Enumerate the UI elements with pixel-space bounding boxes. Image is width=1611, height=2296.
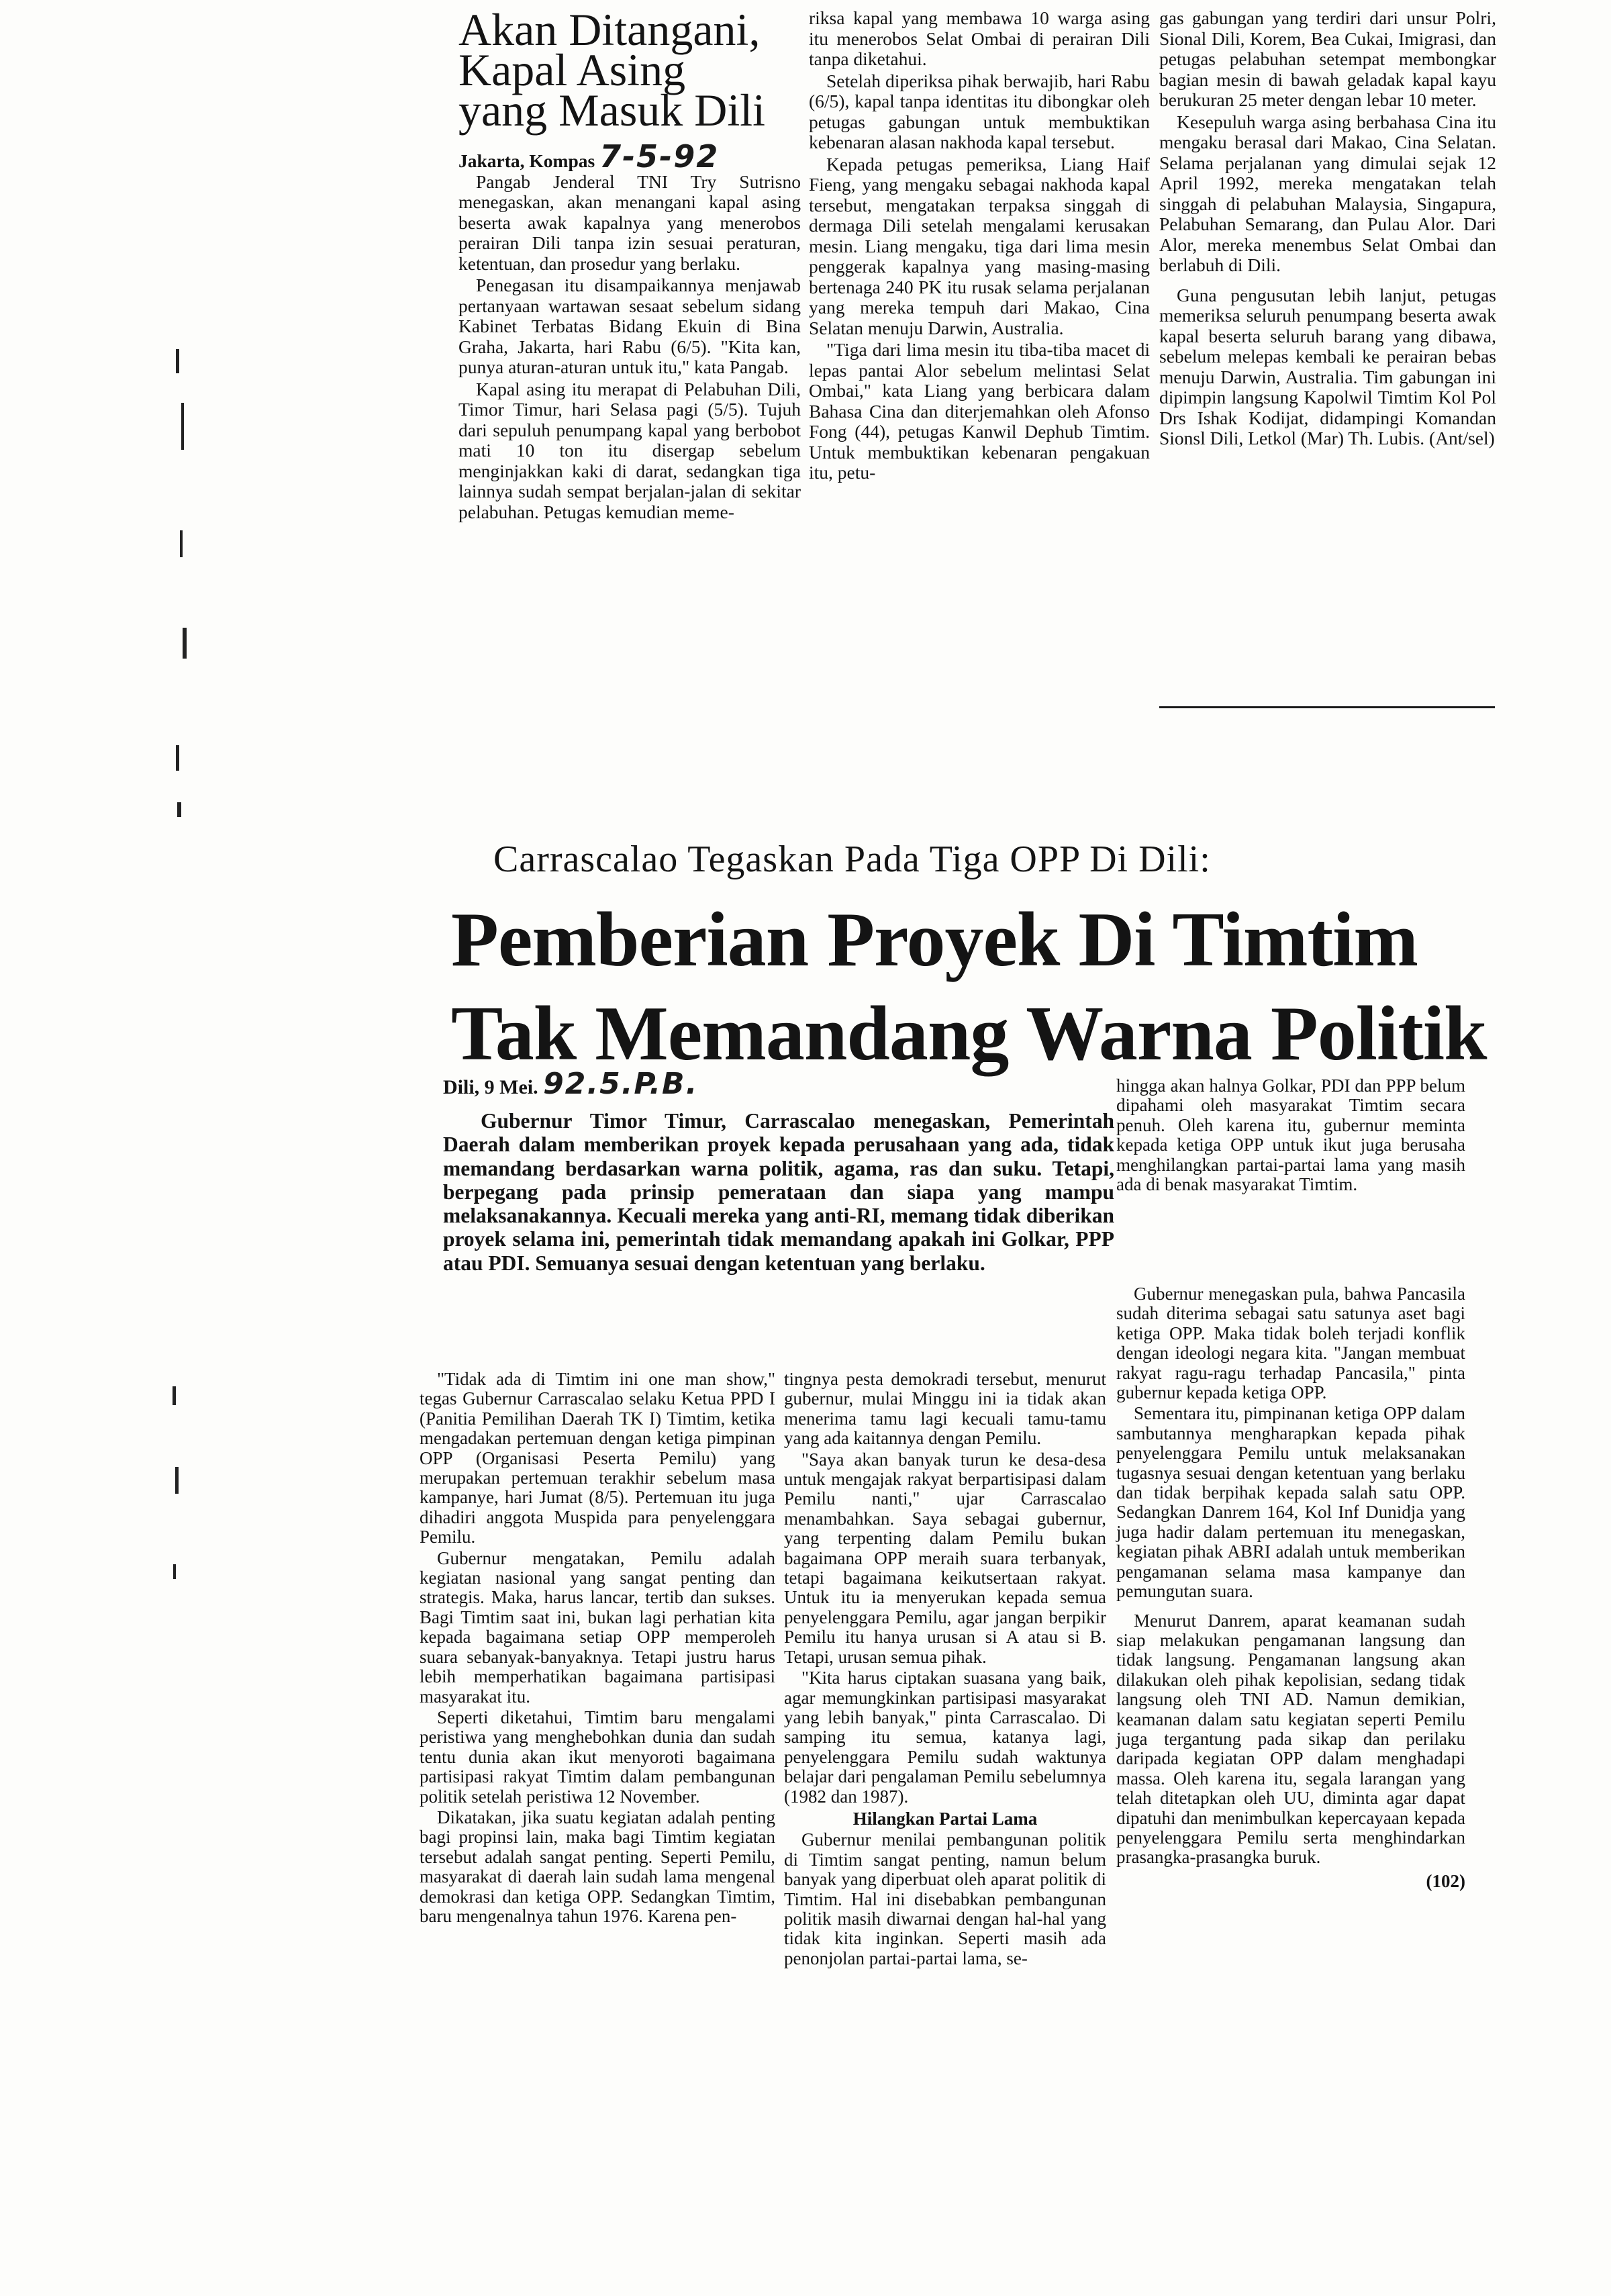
article1-dateline: Jakarta, Kompas	[458, 150, 595, 171]
article1-col2-para-2: Setelah diperiksa pihak berwajib, hari Rabu (6/5), kapal tanpa identitas itu dibongkar oleh petugas gabungan untuk membuktikan kebenaran alasan nakhoda kapal tersebut.	[809, 70, 1150, 152]
article2-headline-line-2: Tak Memandang Warna Politik	[451, 991, 1487, 1077]
scan-mark	[180, 530, 183, 557]
article1-col2-para-4: "Tiga dari lima mesin itu tiba-tiba macet di lepas pantai Alor sebelum melintasi Selat Ombai," kata Liang yang berbicara dalam Bahasa Cina dan diterjemahkan oleh Afonso Fong (44), petugas Kanwil Dephub Timtim. Untuk membuktikan kebenaran pengakuan itu, petu-	[809, 339, 1150, 483]
scan-mark	[173, 1386, 176, 1405]
article2-col1-para-4: Dikatakan, jika suatu kegiatan adalah penting bagi propinsi lain, maka bagi Timtim kegiatan tersebut adalah sangat penting. Seperti Pemilu, masyarakat di daerah lain sudah lama mengenal demokrasi dan ketiga OPP. Sedangkan Timtim, baru mengenalnya tahun 1976. Karena pen-	[420, 1807, 775, 1926]
article2-column-3	[1116, 1284, 1465, 1893]
article1-handwritten-date: 7-5-92	[599, 138, 720, 175]
article1-col3-para-3: Guna pengusutan lebih lanjut, petugas memeriksa seluruh penumpang beserta awak kapal beserta seluruh barang yang dibawa, sebelum melepas kembali ke perairan bebas menuju Darwin, Australia. Tim gabungan ini dipimpin langsung Kapolwil Timtim Kol Pol Drs Ishak Kodijat, didampingi Komandan Sionsl Dili, Letkol (Mar) Th. Lubis. (Ant/sel)	[1159, 284, 1496, 448]
article2-column-1	[420, 1370, 775, 1927]
article1-col3-para-1: gas gabungan yang terdiri dari unsur Polri, Sional Dili, Korem, Bea Cukai, Imigrasi, dan petugas pelabuhan setempat membongkar bagian mesin di bawah geladak kapal kayu berukuran 25 meter dengan lebar 10 meter.	[1159, 7, 1496, 110]
article1-headline	[458, 4, 808, 136]
article2-lede-text: Gubernur Timor Timur, Carrascalao menegaskan, Pemerintah Daerah dalam memberikan proyek kepada perusahaan yang ada, tidak memandang berdasarkan warna politik, agama, ras dan suku. Tetapi, berpegang pada prinsip pemerataan dan siapa yang mampu melaksanakannya. Kecuali mereka yang anti-RI, memang tidak diberikan proyek selama ini, pemerintah tidak memandang apakah ini Golkar, PPP atau PDI. Semuanya sesuai dengan ketentuan yang berlaku.	[443, 1109, 1114, 1275]
article2-right-top-para-1: hingga akan halnya Golkar, PDI dan PPP belum dipahami oleh masyarakat Timtim secara penuh. Oleh karena itu, gubernur meminta kepada ketiga OPP untuk ikut juga berusaha menghilangkan partai-partai lama yang masih ada di benak masyarakat Timtim.	[1116, 1075, 1465, 1195]
article1-column-2	[809, 8, 1150, 485]
article1-end-rule	[1159, 706, 1495, 708]
article2-col3-para-1: Gubernur menegaskan pula, bahwa Pancasila sudah diterima sebagai satu satunya aset bagi ketiga OPP. Maka tidak boleh terjadi konflik dengan ideologi negara kita. "Jangan membuat rakyat ragu-ragu terhadap Pancasila," pinta gubernur kepada ketiga OPP.	[1116, 1284, 1465, 1403]
article1-column-1	[458, 138, 801, 524]
scan-mark	[181, 403, 184, 450]
article2-col1-para-3: Seperti diketahui, Timtim baru mengalami peristiwa yang menghebohkan dunia dan sudah tentu dunia akan ikut menyoroti bagaimana partisipasi rakyat Timtim dalam pembangunan politik setelah peristiwa 12 November.	[420, 1707, 775, 1807]
scan-mark	[176, 349, 179, 373]
article2-kicker: Carrascalao Tegaskan Pada Tiga OPP Di Dili:	[493, 839, 1211, 880]
article1-column-3	[1159, 8, 1496, 450]
article2-col1-para-1: "Tidak ada di Timtim ini one man show," tegas Gubernur Carrascalao selaku Ketua PPD I (Panitia Pemilihan Daerah TK I) Timtim, ketika mengadakan pertemuan dengan ketiga pimpinan OPP (Organisasi Peserta Pemilu) yang merupakan pertemuan terakhir sebelum masa kampanye, hari Jumat (8/5). Pertemuan itu juga dihadiri anggota Muspida para penyelenggara Pemilu.	[420, 1369, 775, 1547]
article2-dateline: Dili, 9 Mei.	[443, 1076, 538, 1098]
article2-handwritten-date: 92.5.P.B.	[543, 1067, 699, 1101]
scan-mark	[173, 1564, 176, 1579]
article1-col2-para-1: riksa kapal yang membawa 10 warga asing itu menerobos Selat Ombai di perairan Dili tanpa diketahui.	[809, 7, 1150, 69]
article2-col2-subhead-para-1: Gubernur menilai pembangunan politik di Timtim sangat penting, namun belum banyak yang diperbuat oleh aparat politik di Timtim. Hal ini disebabkan pembangunan politik masih diwarnai dengan hal-hal yang tidak kita inginkan. Seperti masih ada penonjolan partai-partai lama, se-	[784, 1829, 1106, 1968]
article2-col2-para-1: tingnya pesta demokradi tersebut, menurut gubernur, mulai Minggu ini ia tidak akan menerima tamu lagi kecuali tamu-tamu yang ada kaitannya dengan Pemilu.	[784, 1369, 1106, 1449]
article1-headline-line-1: Akan Ditangani,	[458, 4, 761, 55]
article1-col1-para-2: Penegasan itu disampaikannya menjawab pertanyaan wartawan sesaat sebelum sidang Kabinet Terbatas Bidang Ekuin di Bina Graha, Jakarta, hari Rabu (6/5). "Kita kan, punya aturan-aturan untuk itu," kata Pangab.	[458, 275, 801, 377]
scan-mark	[176, 745, 179, 771]
article2-subhead: Hilangkan Partai Lama	[852, 1808, 1038, 1829]
article2-dateline-row	[443, 1064, 1114, 1108]
article2-col3-para-2: Sementara itu, pimpinanan ketiga OPP dalam sambutannya mengharapkan kepada pihak penyelenggara Pemilu untuk melaksanakan tugasnya sesuai dengan ketentuan yang berlaku dan tidak berpihak kepada salah satu OPP. Sedangkan Danrem 164, Kol Inf Dunidja yang juga hadir dalam pertemuan itu menegaskan, kegiatan pihak ABRI adalah untuk memberikan pengamanan selama masa kampanye dan pemungutan suara.	[1116, 1403, 1465, 1602]
article2-headline	[451, 893, 1498, 1081]
article2-col1-para-2: Gubernur mengatakan, Pemilu adalah kegiatan nasional yang sangat penting dan strategis. Maka, harus lancar, tertib dan sukses. Bagi Timtim saat ini, bukan lagi perhatian kita kepada bagaimana setiap OPP memperoleh suara sebanyak-banyaknya. Tetapi justru harus lebih memperhatikan bagaimana partisipasi masyarakat itu.	[420, 1547, 775, 1707]
scan-mark	[175, 1467, 179, 1494]
article2-col2-para-3: "Kita harus ciptakan suasana yang baik, agar memungkinkan partisipasi masyarakat yang lebih banyak," pinta Carrascalao. Di samping itu semua, katanya lagi, penyelenggara Pemilu sudah waktunya belajar dari pengalaman Pemilu sebelumnya (1982 dan 1987).	[784, 1668, 1106, 1807]
scan-mark	[177, 802, 181, 817]
article1-headline-line-2: Kapal Asing	[458, 44, 686, 95]
article2-headline-line-1: Pemberian Proyek Di Timtim	[451, 897, 1418, 983]
article2-lede	[443, 1109, 1114, 1275]
article2-col2-para-2: "Saya akan banyak turun ke desa-desa untuk mengajak rakyat berpartisipasi dalam Pemilu nanti," ujar Carrascalao menambahkan. Saya sebagai gubernur, yang terpenting dalam Pemilu bukan bagaimana OPP meraih suara terbanyak, tetapi bagaimana keikutsertaan rakyat. Untuk itu ia menyerukan kepada semua penyelenggara Pemilu, agar jangan berpikir Pemilu itu hanya urusan si A atau si B. Tetapi, urusan semua pihak.	[784, 1449, 1106, 1667]
article1-col1-para-1: Pangab Jenderal TNI Try Sutrisno menegaskan, akan menangani kapal asing beserta awak kapalnya yang menerobos perairan Dili tanpa izin sesuai peraturan, ketentuan, dan prosedur yang berlaku.	[458, 171, 801, 274]
article1-col1-para-3: Kapal asing itu merapat di Pelabuhan Dili, Timor Timur, hari Selasa pagi (5/5). Tujuh dari sepuluh penumpang kapal yang berbobot mati 10 ton itu disergap sebelum menginjakkan kaki di darat, sedangkan tiga lainnya sudah sempat berjalan-jalan di sekitar pelabuhan. Petugas kemudian meme-	[458, 378, 801, 522]
scan-mark	[183, 628, 187, 659]
article1-col2-para-3: Kepada petugas pemeriksa, Liang Haif Fieng, yang mengaku sebagai nakhoda kapal tersebut, mengatakan terpaksa singgah di dermaga Dili setelah mengalami kerusakan mesin. Liang mengaku, tiga dari lima mesin penggerak kapalnya yang masing-masing bertenaga 240 PK itu rusak selama perjalanan yang mereka tempuh dari Makao, Cina Selatan menuju Darwin, Australia.	[809, 153, 1150, 338]
article2-signature: (102)	[1426, 1870, 1465, 1891]
article2-col3-para-3: Menurut Danrem, aparat keamanan sudah siap melakukan pengamanan langsung dan tidak langsung. Pengamanan langsung akan dilakukan oleh pihak kepolisian, sedang tidak langsung oleh TNI AD. Namun demikian, keamanan dalam satu kegiatan seperti Pemilu juga tergantung pada sikap dan perilaku daripada kegiatan OPP dalam menghadapi massa. Oleh karena itu, segala larangan yang telah ditetapkan oleh UU, diminta agar dapat dipatuhi dan menimbulkan kepercayaan kepada penyelenggara Pemilu serta menghindarkan prasangka-prasangka buruk.	[1116, 1610, 1465, 1868]
article1-headline-line-3: yang Masuk Dili	[458, 85, 766, 136]
article1-col3-para-2: Kesepuluh warga asing berbahasa Cina itu mengaku berasal dari Makao, Cina Selatan. Selama perjalanan yang dimulai sejak 12 April 1992, mereka mengatakan telah singgah di pelabuhan Malaysia, Singapura, Pelabuhan Semarang, dan Pulau Alor. Dari Alor, mereka menembus Selat Ombai dan berlabuh di Dili.	[1159, 111, 1496, 275]
article2-column-right-top	[1116, 1076, 1465, 1196]
article2-column-2	[784, 1370, 1106, 1970]
